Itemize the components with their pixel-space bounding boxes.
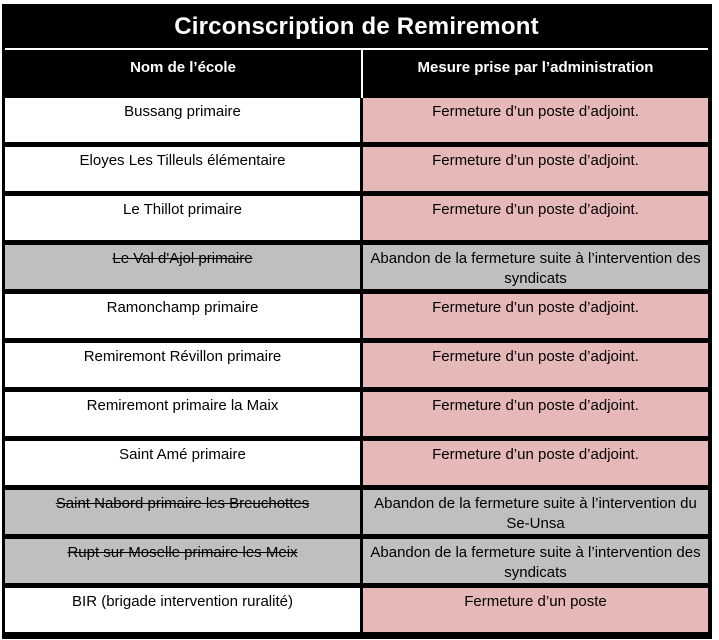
table-row: [5, 392, 708, 436]
measure-cell: [363, 539, 708, 583]
measure-text: Fermeture d’un poste d’adjoint.: [432, 201, 639, 218]
school-cell: [5, 441, 360, 485]
measure-cell: [363, 245, 708, 289]
header-row: [5, 50, 708, 98]
measure-text: Fermeture d’un poste: [464, 593, 607, 610]
measure-text: Abandon de la fermeture suite à l’intervention du Se-Unsa: [374, 495, 697, 532]
table-row: [5, 196, 708, 240]
school-cell: [5, 539, 360, 583]
measure-text: Fermeture d’un poste d’adjoint.: [432, 299, 639, 316]
measure-cell: [363, 196, 708, 240]
measure-cell: [363, 147, 708, 191]
measure-text: Abandon de la fermeture suite à l’intervention des syndicats: [370, 544, 701, 581]
measure-text: Fermeture d’un poste d’adjoint.: [432, 103, 639, 120]
school-name: Saint Amé primaire: [119, 446, 246, 463]
measure-cell: [363, 343, 708, 387]
school-name: Eloyes Les Tilleuls élémentaire: [79, 152, 286, 169]
table-row: [5, 147, 708, 191]
school-name: Ramonchamp primaire: [106, 299, 259, 316]
column-header-measure: Mesure prise par l’administration: [363, 50, 708, 98]
column-header-school: Nom de l’école: [5, 50, 363, 98]
school-cell: [5, 588, 360, 632]
measure-cell: [363, 98, 708, 142]
measure-text: Fermeture d’un poste d’adjoint.: [432, 397, 639, 414]
school-cell: [5, 147, 360, 191]
measure-cell: [363, 490, 708, 534]
school-cell: [5, 294, 360, 338]
table-row: [5, 343, 708, 387]
school-name: Saint Nabord primaire les Breuchottes: [55, 495, 310, 512]
school-name: Rupt sur Moselle primaire les Meix: [67, 544, 298, 561]
measure-text: Fermeture d’un poste d’adjoint.: [432, 152, 639, 169]
school-name: Le Val d'Ajol primaire: [112, 250, 253, 267]
measure-cell: [363, 588, 708, 632]
school-cell: [5, 343, 360, 387]
table-row: [5, 245, 708, 289]
school-name: Remiremont primaire la Maix: [86, 397, 279, 414]
table-row: [5, 490, 708, 534]
school-cell: [5, 490, 360, 534]
school-name: Le Thillot primaire: [123, 201, 242, 218]
table-row: [5, 441, 708, 485]
measure-cell: [363, 294, 708, 338]
school-name: Remiremont Révillon primaire: [83, 348, 282, 365]
school-cell: [5, 196, 360, 240]
school-cell: [5, 245, 360, 289]
school-cell: [5, 392, 360, 436]
measure-text: Abandon de la fermeture suite à l’intervention des syndicats: [370, 250, 701, 287]
measure-cell: [363, 441, 708, 485]
school-cell: [5, 98, 360, 142]
measure-cell: [363, 392, 708, 436]
table-body: [5, 98, 708, 632]
table-title: Circonscription de Remiremont: [5, 4, 708, 48]
school-name: Bussang primaire: [124, 103, 241, 120]
school-name: BIR (brigade intervention ruralité): [72, 593, 293, 610]
measure-text: Fermeture d’un poste d’adjoint.: [432, 348, 639, 365]
measure-text: Fermeture d’un poste d’adjoint.: [432, 446, 639, 463]
table-row: [5, 294, 708, 338]
table-row: [5, 539, 708, 583]
remiremont-table: [2, 4, 712, 639]
table-row: [5, 588, 708, 632]
table-row: [5, 98, 708, 142]
